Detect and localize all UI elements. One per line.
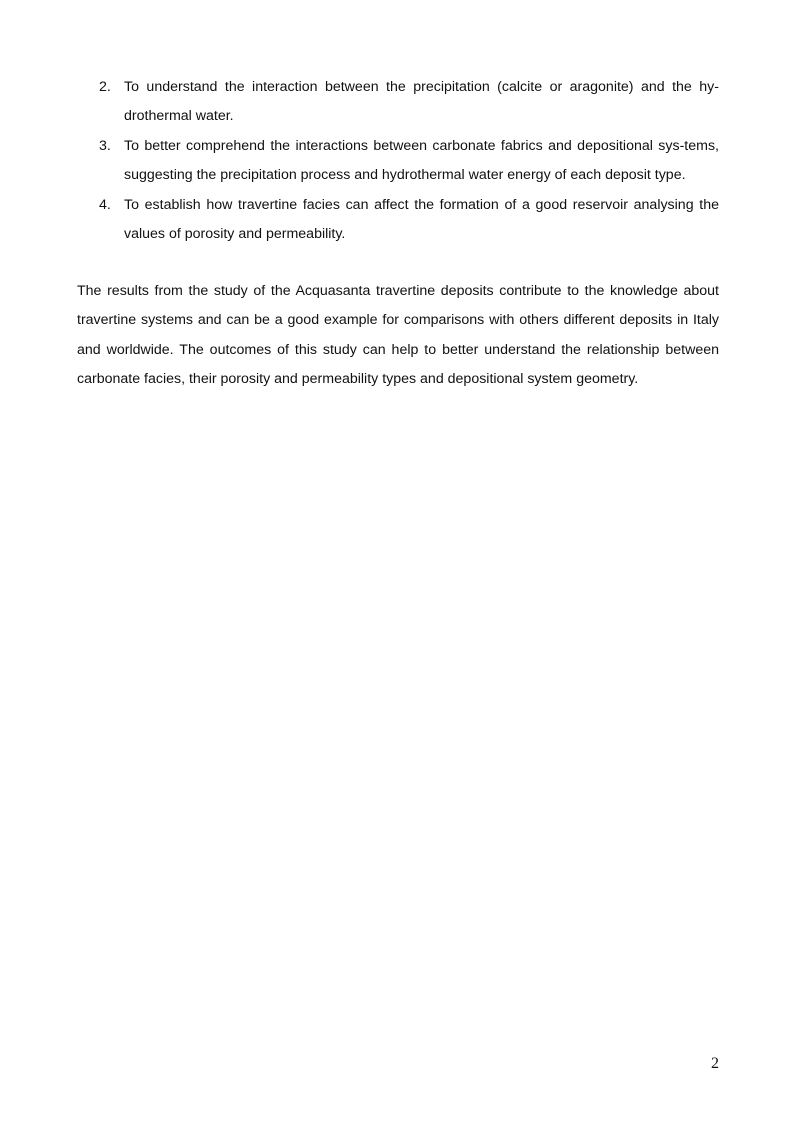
- list-item-number: 3.: [99, 137, 111, 154]
- list-item: [77, 191, 719, 250]
- list-item-text: To understand the interaction between the precipitation (calcite or aragonite) and the hy-drothermal water.: [124, 79, 719, 125]
- list-item: [77, 73, 719, 132]
- list-item-text: To better comprehend the interactions between carbonate fabrics and depositional sys-tems, suggesting the precipitation process and hydrothermal water energy of each deposit type.: [124, 137, 719, 184]
- list-item-number: 4.: [99, 196, 111, 213]
- list-item: [77, 132, 719, 191]
- list-item-number: 2.: [99, 79, 111, 95]
- body-paragraph: The results from the study of the Acquasanta travertine deposits contribute to the knowledge about travertine systems and can be a good example for comparisons with others different deposits in Italy and worldwide. The outcomes of this study can help to better understand the relationship between carbonate facies, their porosity and permeability types and depositional system geometry.: [77, 283, 719, 388]
- objectives-list: [77, 73, 719, 249]
- list-item-text: To establish how travertine facies can affect the formation of a good reservoir analysing the values of porosity and permeability.: [124, 196, 719, 243]
- page-number: 2: [711, 1055, 719, 1072]
